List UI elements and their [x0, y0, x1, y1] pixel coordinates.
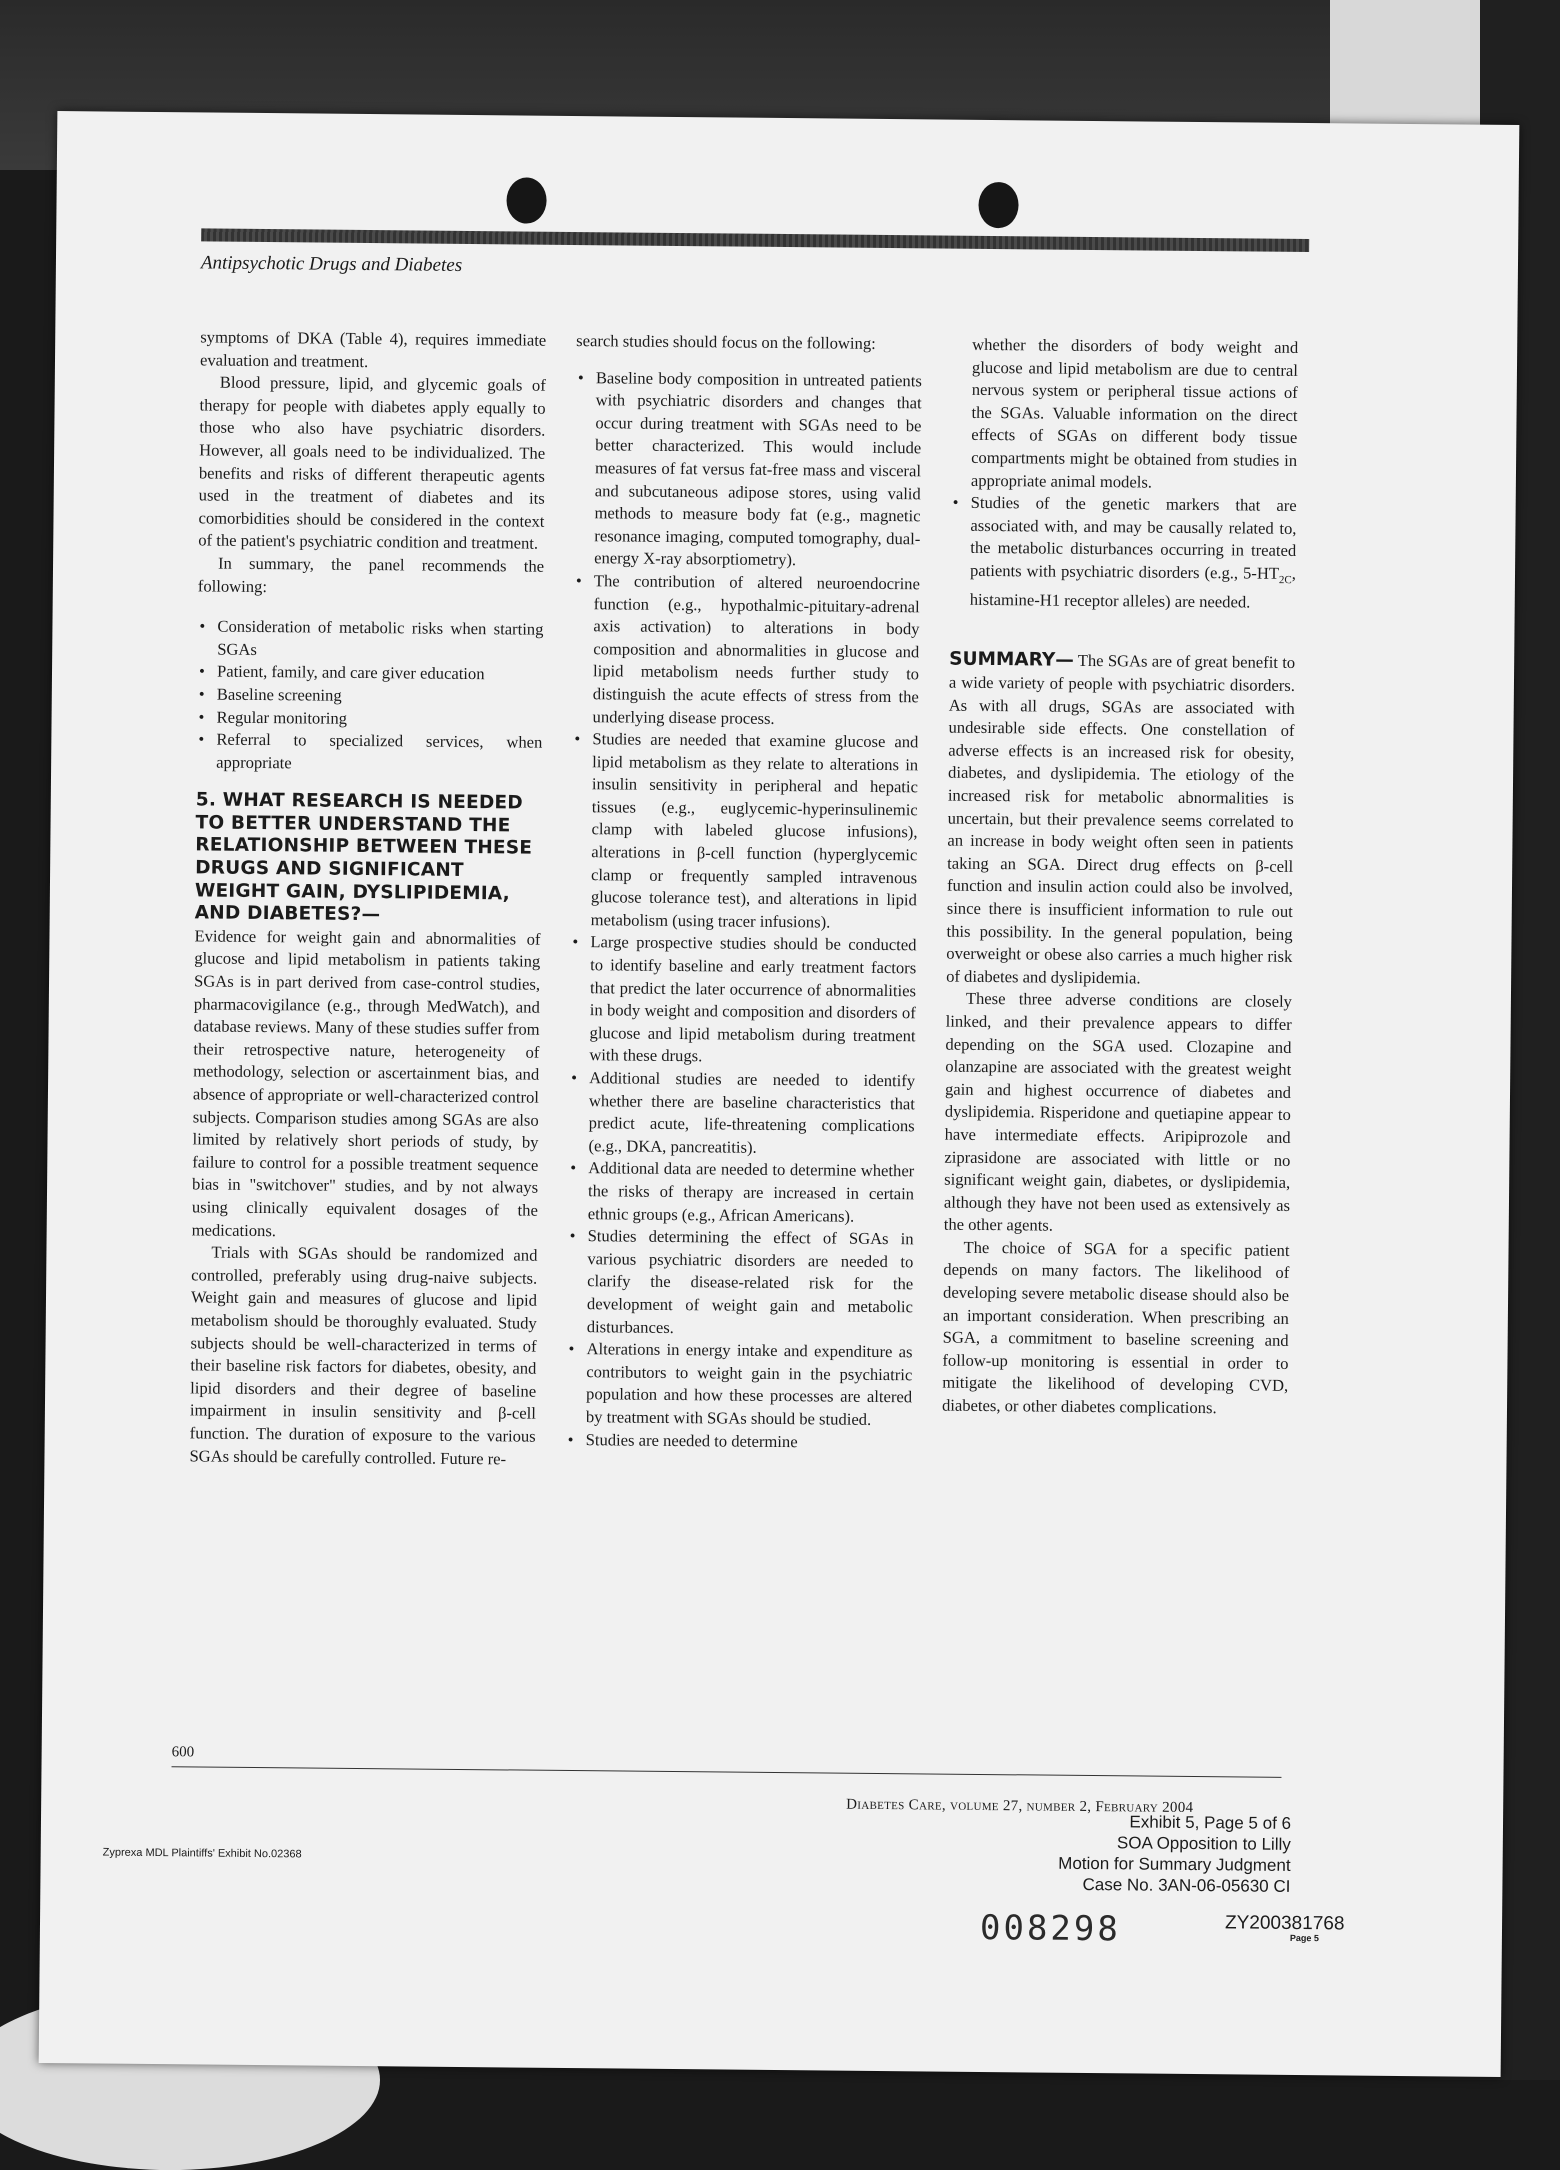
col2-paragraph-1: search studies should focus on the following: — [576, 331, 876, 353]
header-rule — [201, 228, 1309, 252]
document-page — [39, 111, 1520, 2077]
bullet-text: , histamine-H1 receptor alleles) are needed. — [969, 563, 1297, 612]
section-5-heading: 5. WHAT RESEARCH IS NEEDED TO BETTER UNDERSTAND THE RELATIONSHIP BETWEEN THESE DRUGS AND SIGNIFICANT WEIGHT GAIN, DYSLIPIDEMIA, AND DIABETES?— — [194, 789, 533, 926]
journal-footer: Diabetes Care, volume 27, number 2, February 2004 — [846, 1796, 1194, 1817]
column-1 — [189, 326, 546, 1470]
summary-heading: SUMMARY— — [949, 649, 1074, 672]
spacer — [949, 611, 1295, 652]
bates-number: 008298 — [979, 1907, 1122, 1950]
exhibit-line: Motion for Summary Judgment — [1058, 1853, 1291, 1875]
page-number: 600 — [171, 1744, 195, 1761]
exhibit-line: Case No. 3AN-06-05630 CI — [1082, 1874, 1291, 1896]
section-5-block — [192, 790, 542, 1245]
list-item: • Large prospective studies should be conducted to identify baseline and early treatment factors that predict the later occurrence of abnormalities in body weight and composition and disorders of glucose and lipid metabolism during treatment with these drugs. — [589, 932, 916, 1071]
column-2 — [565, 330, 922, 1468]
subscript: 2C — [1278, 574, 1292, 587]
bullet-text: Studies of the genetic markers that are associated with, and may be causally related to, the metabolic disturbances occurring in treated patients with psychiatric disorders (e.g., 5-HT — [969, 492, 1297, 583]
col1-paragraph-2: Blood pressure, lipid, and glycemic goals of therapy for people with diabetes apply equally to those who also have psychiatric disorders. However, all goals need to be individualized. The benefits and risks of different therapeutic agents used in the treatment of diabetes and its comorbidities should be considered in the context of the patient's psychiatric condition and treatment. — [198, 372, 546, 554]
bates-id: ZY200381768 — [1224, 1912, 1345, 1935]
list-item: • Alterations in energy intake and expenditure as contributors to weight gain in the psychiatric population and how these processes are altered by treatment with SGAs should be studied. — [586, 1338, 913, 1432]
footer-rule — [172, 1766, 1282, 1778]
list-item: • Consideration of metabolic risks when starting SGAs — [217, 616, 543, 664]
list-item: • Regular monitoring — [216, 706, 542, 732]
bates-page: Page 5 — [1289, 1932, 1320, 1944]
col1-paragraph-3: In summary, the panel recommends the following: — [197, 553, 545, 596]
list-item: • Studies are needed that examine glucose and lipid metabolism as they relate to alterations in insulin sensitivity in peripheral and hepatic tissues (e.g., euglycemic-hyperinsulinemic clamp with labeled glucose infusions), alterations in β-cell function (hyperglycemic clamp or frequently sampled intravenous glucose tolerance test), and alterations in lipid metabolism (using tracer infusions). — [591, 728, 919, 934]
recommendations-list — [196, 616, 544, 777]
plaintiffs-exhibit-stamp: Zyprexa MDL Plaintiffs' Exhibit No.02368 — [102, 1846, 302, 1861]
list-item: • Baseline body composition in untreated patients with psychiatric disorders and changes that occur during treatment with SGAs need to be better characterized. This would include measures of fat versus fat-free mass and visceral and subcutaneous adipose stores, using valid methods to measure body fat (e.g., magnetic resonance imaging, computed tomography, dual-energy X-ray absorptiometry). — [594, 367, 922, 573]
col3-paragraph-4: The choice of SGA for a specific patient depends on many factors. The likelihood of developing severe metabolic disease should also be an important consideration. When prescribing an SGA, a commitment to baseline screening and follow-up monitoring is essential in order to mitigate the likelihood of developing CVD, diabetes, or other diabetes complications. — [941, 1237, 1290, 1418]
section-5-body: Evidence for weight gain and abnormalities of glucose and lipid metabolism in patients taking SGAs is in part derived from case-control studies, pharmacovigilance (e.g., through MedWatch), and database reviews. Many of these studies suffer from their retrospective nature, heterogeneity of methodology, selection or ascertainment bias, and absence of appropriate or well-characterized control subjects. Comparison studies among SGAs are also limited by relatively short periods of study, by failure to control for a possible treatment sequence bias in "switchover" studies, and by not always using clinically equivalent dosages of the medications. — [191, 926, 541, 1240]
list-item: • Referral to specialized services, when appropriate — [216, 729, 542, 777]
list-item: • The contribution of altered neuroendocrine function (e.g., hypothalmic-pituitary-adrenal axis activation) to alterations in body composition and abnormalities in glucose and lipid metabolism needs further study to distinguish the acute effects of stress from the underlying disease process. — [593, 570, 921, 731]
exhibit-line: SOA Opposition to Lilly — [1116, 1833, 1291, 1854]
list-item — [970, 492, 1297, 614]
list-item: • Studies are needed to determine — [586, 1429, 912, 1455]
punch-hole-right — [978, 182, 1018, 228]
punch-hole-left — [506, 177, 546, 223]
list-item: • Additional studies are needed to identify whether there are baseline characteristics that predict acute, life-threatening complications (e.g., DKA, pancreatitis). — [588, 1067, 915, 1161]
summary-body: The SGAs are of great benefit to a wide variety of people with psychiatric disorders. As with all drugs, SGAs are associated with undesirable side effects. One constellation of adverse effects is an increased risk for obesity, diabetes, and dyslipidemia. The etiology of the increased risk for metabolic abnormalities is uncertain, but their prevalence seems correlated to an increase in body weight often seen in patients taking an SGA. Direct drug effects on β-cell function and insulin action could also be involved, since there is insufficient information to rule out this possibility. In the general population, being overweight or obese also carries a much higher risk of diabetes and dyslipidemia. — [946, 651, 1296, 988]
col3-paragraph-1: whether the disorders of body weight and glucose and lipid metabolism are due to central nervous system or peripheral tissue actions of the SGAs. Valuable information on the direct effects of SGAs on different body tissue compartments might be obtained from studies in appropriate animal models. — [970, 334, 1299, 492]
list-item: • Baseline screening — [217, 683, 543, 709]
running-head: Antipsychotic Drugs and Diabetes — [200, 252, 463, 276]
col1-paragraph-1: symptoms of DKA (Table 4), requires immediate evaluation and treatment. — [199, 327, 547, 371]
summary-block — [946, 649, 1295, 991]
exhibit-stamp — [970, 1810, 1291, 1897]
exhibit-line: Exhibit 5, Page 5 of 6 — [1129, 1812, 1292, 1833]
col3-paragraph-3: These three adverse conditions are closely linked, and their prevalence appears to differ depending on the SGA used. Clozapine and olanzapine are associated with the greatest weight gain and highest occurrence of diabetes and dyslipidemia. Risperidone and quetiapine appear to have intermediate effects. Aripiprozole and ziprasidone are associated with little or no significant weight gain, diabetes, or dyslipidemia, although they have not been used as extensively as the other agents. — [943, 989, 1293, 1235]
list-item: • Studies determining the effect of SGAs in various psychiatric disorders are needed to clarify the disease-related risk for the development of weight gain and metabolic disturbances. — [587, 1225, 914, 1341]
col1-paragraph-5: Trials with SGAs should be randomized and controlled, preferably using drug-naive subjects. Weight gain and measures of glucose and lipid metabolism should be thoroughly evaluated. Study subjects should be well-characterized in terms of their baseline risk factors for diabetes, obesity, and lipid disorders and their degree of baseline impairment in insulin sensitivity and β-cell function. The duration of exposure to the various SGAs should be carefully controlled. Future re- — [189, 1242, 538, 1468]
research-list — [566, 367, 922, 1455]
list-item: • Additional data are needed to determine whether the risks of therapy are increased in certain ethnic groups (e.g., African Americans). — [588, 1158, 915, 1229]
list-item: • Patient, family, and care giver education — [217, 661, 543, 687]
genetic-list — [950, 492, 1297, 615]
column-3 — [942, 334, 1298, 1421]
